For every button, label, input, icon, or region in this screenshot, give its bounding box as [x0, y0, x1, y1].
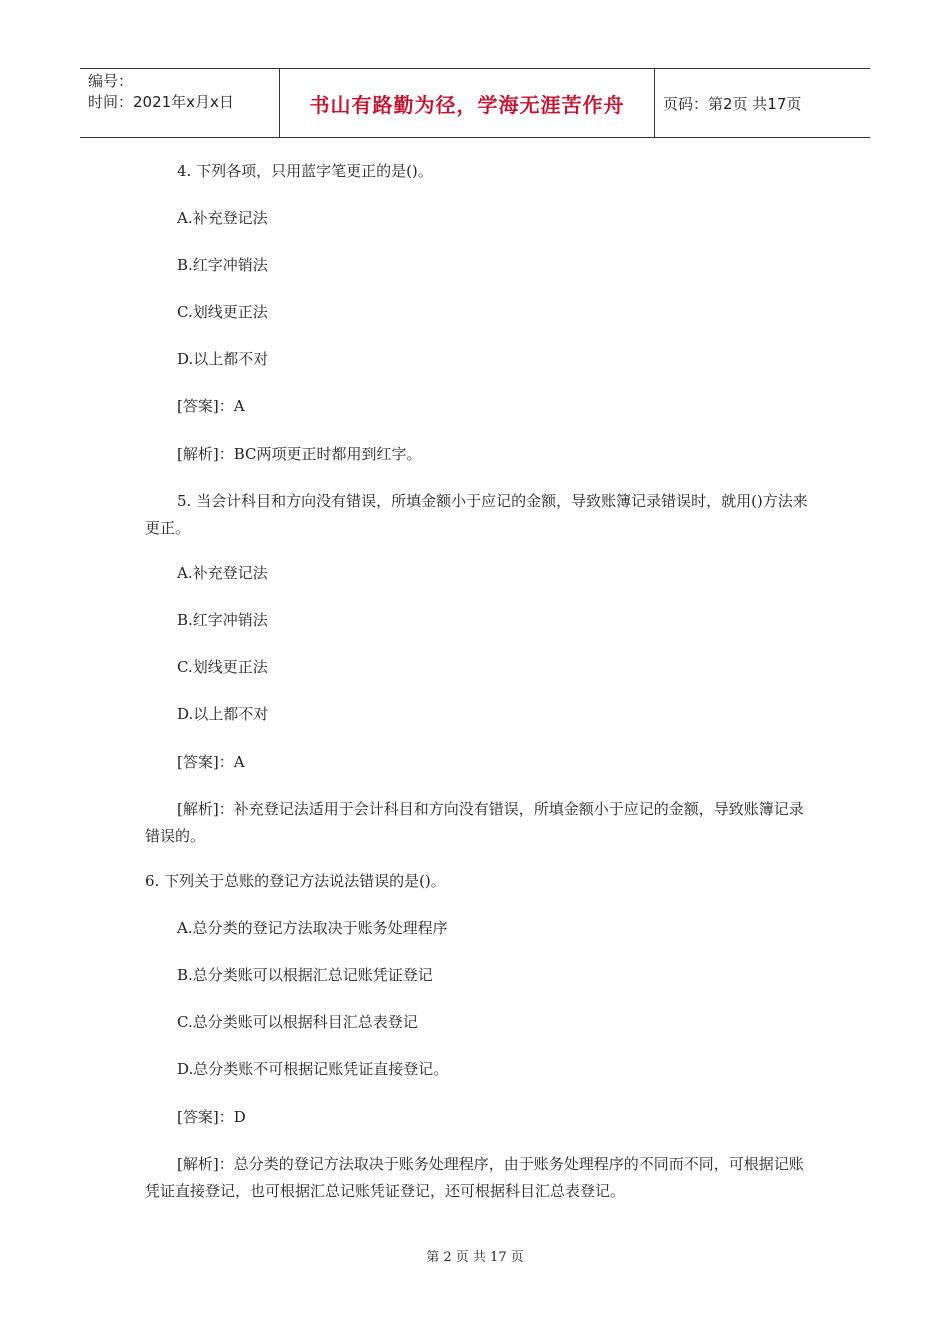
paragraph: [答案]：D — [177, 1108, 246, 1126]
paragraph: 4. 下列各项，只用蓝字笔更正的是()。 — [177, 162, 433, 180]
paragraph: A.总分类的登记方法取决于账务处理程序 — [177, 919, 448, 937]
paragraph: A.补充登记法 — [177, 209, 268, 227]
paragraph: C.总分类账可以根据科目汇总表登记 — [177, 1013, 418, 1031]
page-header — [80, 68, 870, 138]
paragraph: B.红字冲销法 — [177, 611, 268, 629]
paragraph: [解析]：BC两项更正时都用到红字。 — [177, 445, 422, 463]
paragraph: [答案]：A — [177, 397, 245, 415]
header-page-info — [655, 69, 870, 137]
page-footer — [0, 1246, 950, 1265]
paragraph: D.以上都不对 — [177, 350, 269, 368]
header-motto-cell — [280, 69, 655, 137]
paragraph: D.以上都不对 — [177, 705, 269, 723]
paragraph: C.划线更正法 — [177, 303, 268, 321]
document-time-label: 时间：2021年x月x日 — [88, 93, 234, 111]
paragraph: A.补充登记法 — [177, 564, 268, 582]
paragraph: D.总分类账不可根据记账凭证直接登记。 — [177, 1060, 449, 1078]
header-motto: 书山有路勤为径，学海无涯苦作舟 — [309, 92, 625, 117]
paragraph: C.划线更正法 — [177, 658, 268, 676]
header-meta — [80, 69, 280, 137]
paragraph: 5. 当会计科目和方向没有错误，所填金额小于应记的金额，导致账簿记录错误时，就用()方法来更正。 — [145, 492, 808, 537]
footer-page-number: 第 2 页 共 17 页 — [426, 1250, 524, 1265]
paragraph: [解析]：补充登记法适用于会计科目和方向没有错误，所填金额小于应记的金额，导致账簿记录错误的。 — [145, 800, 804, 845]
paragraph: B.总分类账可以根据汇总记账凭证登记 — [177, 966, 433, 984]
paragraph: 6. 下列关于总账的登记方法说法错误的是()。 — [145, 872, 446, 890]
paragraph: B.红字冲销法 — [177, 256, 268, 274]
document-number-label: 编号： — [88, 72, 134, 90]
paragraph: [解析]：总分类的登记方法取决于账务处理程序，由于账务处理程序的不同而不同，可根据记账凭证直接登记，也可根据汇总记账凭证登记，还可根据科目汇总表登记。 — [145, 1155, 804, 1200]
paragraph: [答案]：A — [177, 753, 245, 771]
header-page-number: 页码：第2页 共17页 — [663, 94, 802, 113]
